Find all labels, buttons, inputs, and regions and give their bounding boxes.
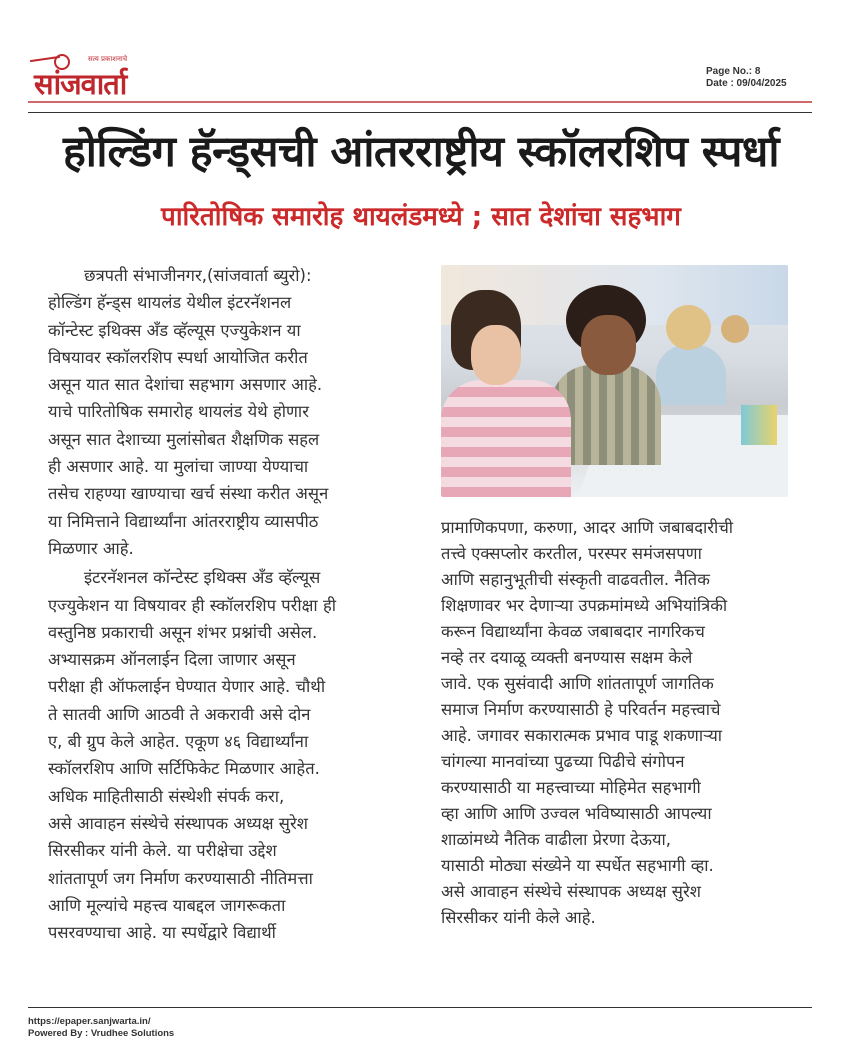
text-line: आणि सहानुभूतीची संस्कृती वाढवतील. नैतिक bbox=[441, 570, 710, 589]
text-line: असे आवाहन संस्थेचे संस्थापक अध्यक्ष सुरेश bbox=[441, 882, 701, 901]
text-line: असून सात देशाच्या मुलांसोबत शैक्षणिक सहल bbox=[48, 429, 320, 449]
paragraph-1 bbox=[48, 262, 336, 562]
text-line: ते सातवी आणि आठवी ते अकरावी असे दोन bbox=[48, 704, 311, 724]
text-line: यासाठी मोठ्या संख्येने या स्पर्धेत सहभागी व्हा. bbox=[441, 856, 714, 875]
text-line: करण्यासाठी या महत्त्वाच्या मोहिमेत सहभागी bbox=[441, 778, 701, 797]
text-line: पसरवण्याचा आहे. या स्पर्धेद्वारे विद्यार्थी bbox=[48, 923, 276, 943]
text-line: शिक्षणावर भर देणाऱ्या उपक्रमांमध्ये अभियांत्रिकी bbox=[441, 596, 728, 615]
text-line: शाळांमध्ये नैतिक वाढीला प्रेरणा देऊया, bbox=[441, 830, 672, 849]
page-meta bbox=[706, 66, 787, 90]
text-line: सिरसीकर यांनी केले. या परीक्षेचा उद्देश bbox=[48, 841, 277, 861]
article-headline: होल्डिंग हॅन्ड्सची आंतरराष्ट्रीय स्कॉलरशिप स्पर्धा bbox=[62, 127, 780, 177]
text-line: करून विद्यार्थ्यांना केवळ जबाबदार नागरिकच bbox=[441, 622, 705, 641]
text-line: असे आवाहन संस्थेचे संस्थापक अध्यक्ष सुरेश bbox=[48, 813, 308, 833]
footer-divider bbox=[28, 1007, 812, 1008]
article-photo-students-writing bbox=[441, 265, 788, 497]
footer bbox=[28, 1016, 174, 1040]
masthead-divider-black bbox=[28, 112, 812, 113]
logo-text: सांजवार्ता bbox=[34, 67, 127, 101]
text-line: प्रामाणिकपणा, करुणा, आदर आणि जबाबदारीची bbox=[441, 518, 734, 537]
text-line: स्कॉलरशिप आणि सर्टिफिकेट मिळणार आहेत. bbox=[48, 759, 320, 779]
article-column-right bbox=[441, 515, 733, 931]
article-subheadline: पारितोषिक समारोह थायलंडमध्ये ; सात देशांचा सहभाग bbox=[161, 202, 681, 232]
text-line: चांगल्या मानवांच्या पुढच्या पिढीचे संगोपन bbox=[441, 752, 685, 771]
text-line: अधिक माहितीसाठी संस्थेशी संपर्क करा, bbox=[48, 786, 285, 806]
text-line: सिरसीकर यांनी केले आहे. bbox=[441, 908, 596, 927]
text-line: एज्युकेशन या विषयावर ही स्कॉलरशिप परीक्षा ही bbox=[48, 595, 336, 615]
text-line: छत्रपती संभाजीनगर,(सांजवार्ता ब्युरो): bbox=[84, 266, 312, 285]
text-line: समाज निर्माण करण्यासाठी हे परिवर्तन महत्त्वाचे bbox=[441, 700, 721, 719]
footer-powered-by: Powered By : Vrudhee Solutions bbox=[28, 1028, 175, 1039]
text-line: नव्हे तर दयाळू व्यक्ती बनण्यास सक्षम केले bbox=[441, 648, 693, 667]
text-line: वस्तुनिष्ठ प्रकाराची असून शंभर प्रश्नांची असेल. bbox=[48, 622, 318, 642]
text-line: ही असणार आहे. या मुलांचा जाण्या येण्याचा bbox=[48, 457, 309, 477]
newspaper-logo bbox=[30, 52, 165, 101]
text-line: ए, बी ग्रुप केले आहेत. एकूण ४६ विद्यार्थ्यांना bbox=[48, 732, 309, 752]
page-date: Date : 09/04/2025 bbox=[706, 78, 787, 89]
text-line: अभ्यासक्रम ऑनलाईन दिला जाणार असून bbox=[48, 650, 296, 670]
text-line: जावे. एक सुसंवादी आणि शांततापूर्ण जागतिक bbox=[441, 674, 714, 693]
text-line: होल्डिंग हॅन्ड्स थायलंड येथील इंटरनॅशनल bbox=[48, 293, 292, 313]
text-line: शांततापूर्ण जग निर्माण करण्यासाठी नीतिमत्ता bbox=[48, 868, 313, 888]
text-line: तसेच राहण्या खाण्याचा खर्च संस्था करीत असून bbox=[48, 484, 329, 504]
text-line: आहे. जगावर सकारात्मक प्रभाव पाडू शकणाऱ्या bbox=[441, 726, 723, 745]
text-line: आणि मूल्यांचे महत्त्व याबद्दल जागरूकता bbox=[48, 895, 286, 915]
footer-url-link[interactable]: https://epaper.sanjwarta.in/ bbox=[28, 1016, 151, 1027]
text-line: मिळणार आहे. bbox=[48, 538, 134, 558]
text-line: इंटरनॅशनल कॉन्टेस्ट इथिक्स अँड व्हॅल्यूस bbox=[84, 568, 321, 588]
text-line: असून यात सात देशांचा सहभाग असणार आहे. bbox=[48, 375, 323, 395]
text-line: कॉन्टेस्ट इथिक्स अँड व्हॅल्यूस एज्युकेशन या bbox=[48, 320, 301, 340]
article-column-left bbox=[48, 262, 336, 946]
masthead-divider-red bbox=[28, 101, 812, 103]
paragraph-2 bbox=[48, 564, 336, 946]
text-line: याचे पारितोषिक समारोह थायलंड येथे होणार bbox=[48, 402, 309, 422]
page-number: Page No.: 8 bbox=[706, 66, 761, 77]
text-line: या निमित्ताने विद्यार्थ्यांना आंतरराष्ट्रीय व्यासपीठ bbox=[48, 511, 319, 531]
text-line: व्हा आणि आणि उज्वल भविष्यासाठी आपल्या bbox=[441, 804, 712, 823]
text-line: तत्त्वे एक्सप्लोर करतील, परस्पर समंजसपणा bbox=[441, 544, 702, 563]
logo-tagline: सत्य प्रकाशनाचे bbox=[88, 55, 128, 63]
text-line: परीक्षा ही ऑफलाईन घेण्यात येणार आहे. चौथी bbox=[48, 677, 326, 697]
text-line: विषयावर स्कॉलरशिप स्पर्धा आयोजित करीत bbox=[48, 347, 308, 367]
paragraph-3 bbox=[441, 515, 733, 931]
